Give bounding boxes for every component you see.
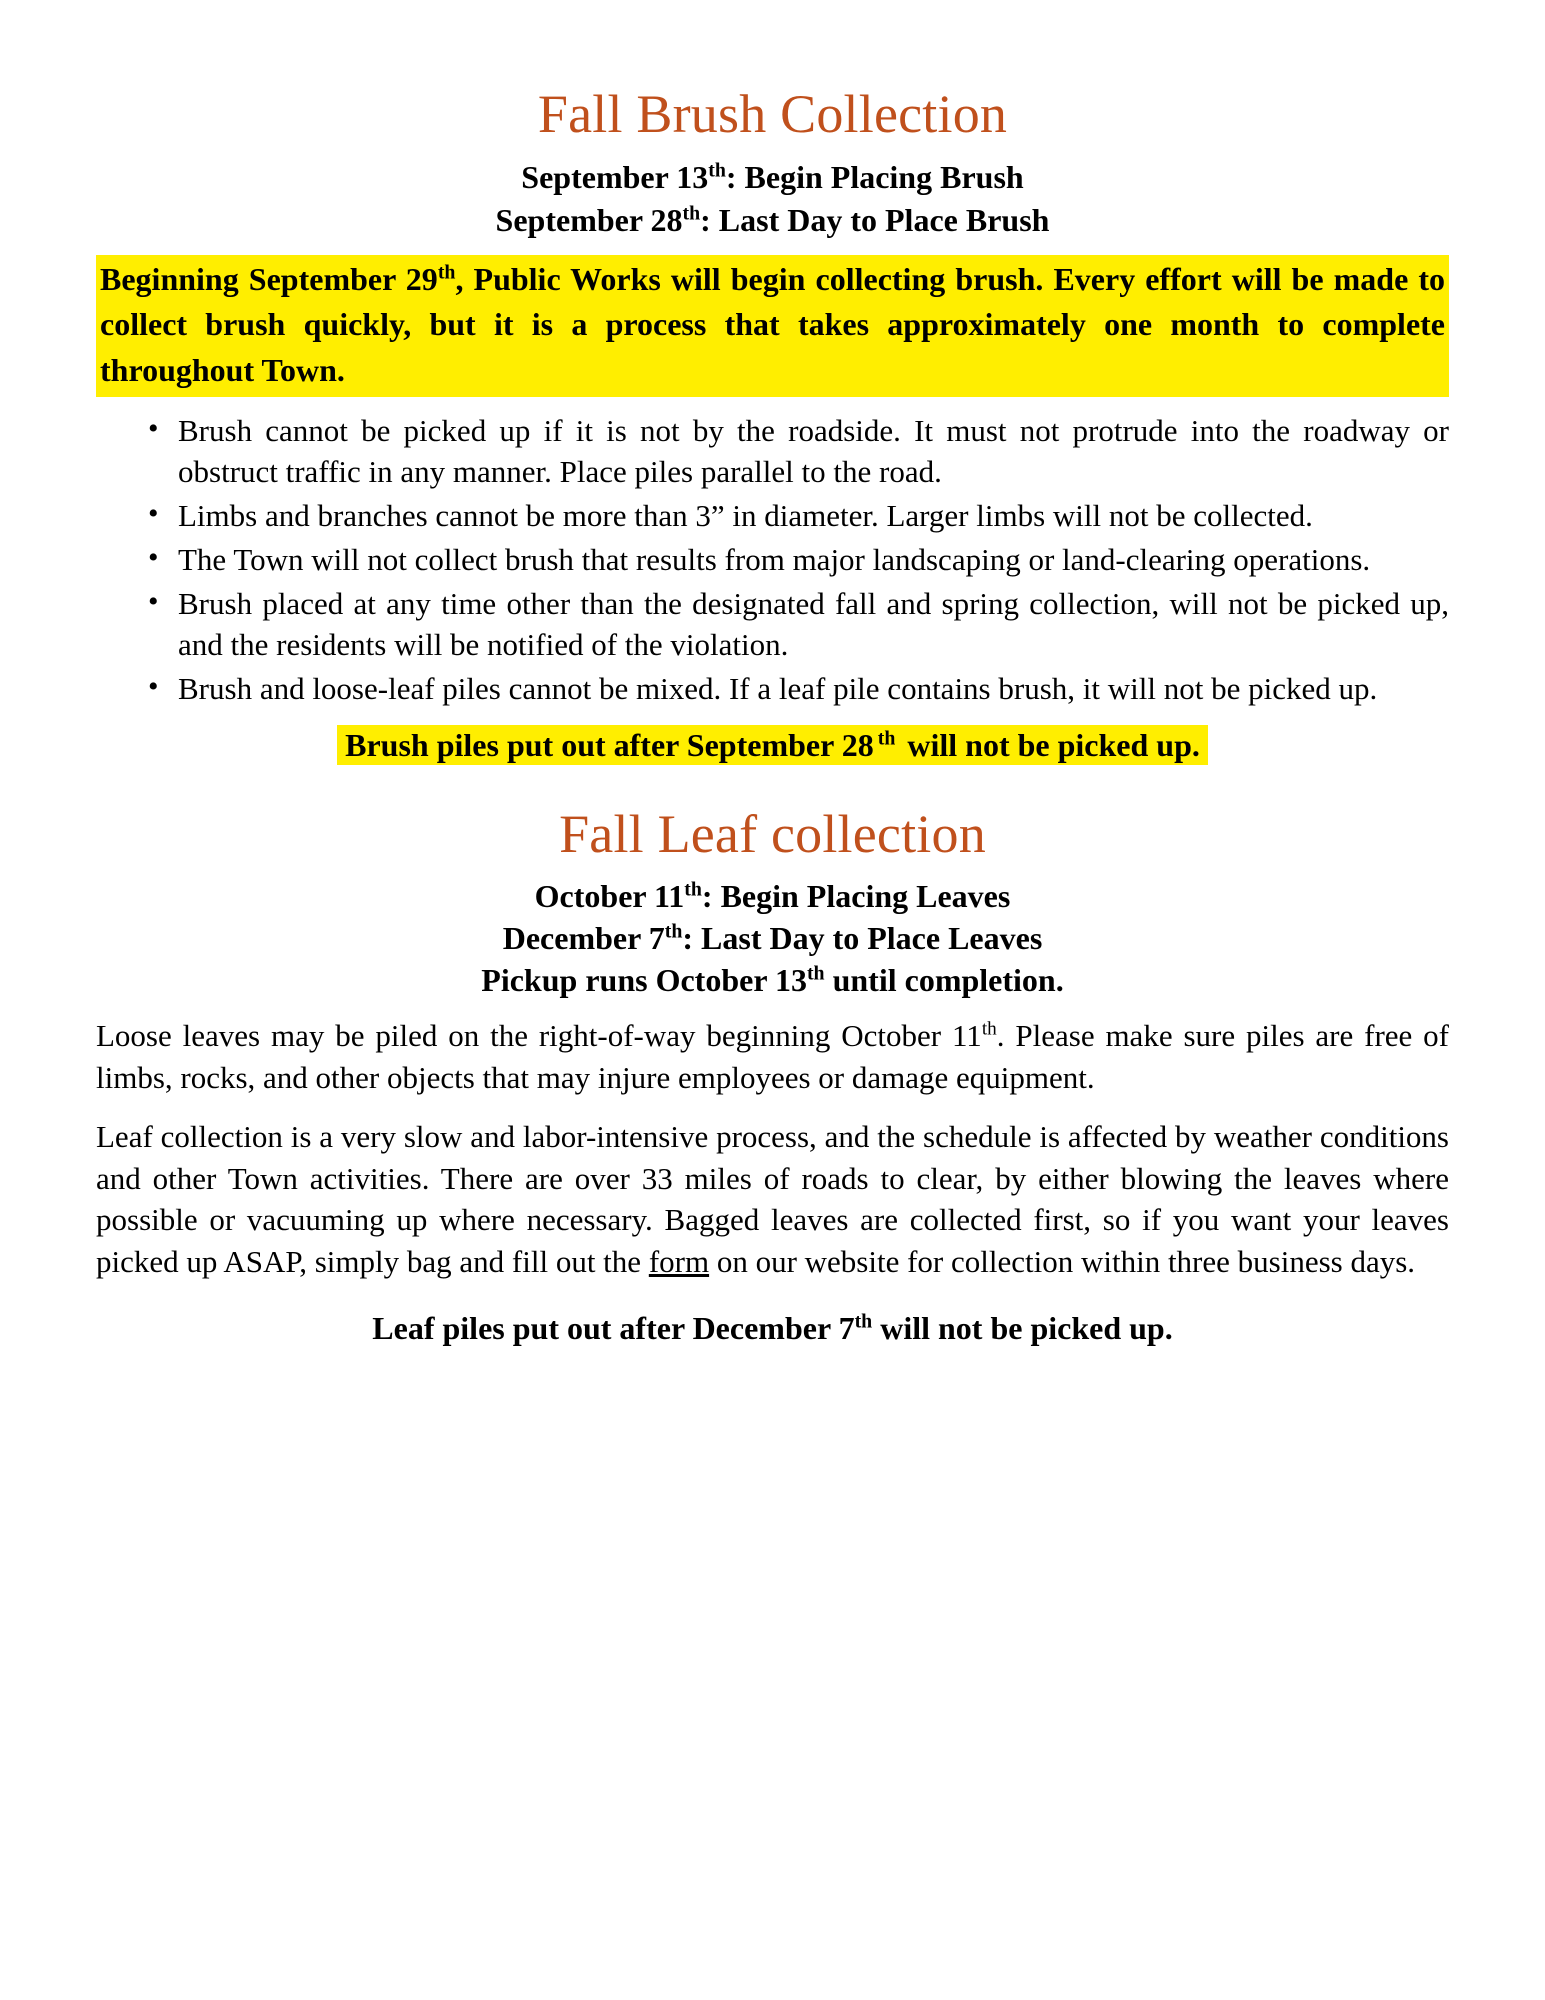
list-item: • Brush placed at any time other than the designated fall and spring collection, will not be picked up, and the residents will be notified of the violation.: [148, 584, 1449, 665]
brush-highlight-post: , Public Works will begin collecting brush. Every effort will be made to collect brush quickly, but it is a process that takes approximately one month to complete throughout Town.: [100, 260, 1446, 388]
leaf-date-3-suffix: until completion.: [824, 962, 1064, 999]
brush-highlight-pre: Beginning September 29: [100, 260, 438, 297]
brush-date-1-ordinal: th: [708, 159, 726, 182]
brush-section-title: Fall Brush Collection: [537, 84, 1008, 144]
brush-dates-block: [96, 156, 1449, 240]
leaf-closing-ordinal: th: [854, 1310, 873, 1333]
brush-date-2-ordinal: th: [682, 202, 701, 225]
leaf-date-3-text: Pickup runs October 13: [481, 962, 807, 999]
list-item: • The Town will not collect brush that results from major landscaping or land-clearing operations.: [148, 540, 1449, 580]
leaf-para-2-text-b: on our website for collection within three business days.: [709, 1243, 1416, 1279]
brush-highlight-paragraph: [96, 255, 1449, 397]
brush-date-1-suffix: : Begin Placing Brush: [725, 159, 1024, 196]
leaf-date-1-suffix: : Begin Placing Leaves: [701, 877, 1011, 914]
leaf-dates-block: [96, 875, 1449, 1002]
brush-warning-ordinal: th: [877, 727, 896, 750]
leaf-date-1-ordinal: th: [684, 877, 702, 900]
leaf-para-1-ordinal: th: [981, 1018, 997, 1040]
leaf-para-2-text-a: Leaf collection is a very slow and labor-intensive process, and the schedule is affected by weather conditions and other Town activities. There are over 33 miles of roads to clear, by either blowing the leaves where possible or vacuuming up where necessary. Bagged leaves are collected first, so if you want your leaves picked up ASAP, simply bag and fill out the: [96, 1119, 1449, 1279]
brush-highlight-ordinal: th: [437, 261, 456, 284]
list-item: • Brush and loose-leaf piles cannot be mixed. If a leaf pile contains brush, it will not be picked up.: [148, 669, 1449, 709]
leaf-para-1-post: . Please make sure piles are free of limbs, rocks, and other objects that may injure employees or damage equipment.: [96, 1018, 1449, 1095]
leaf-date-2-suffix: : Last Day to Place Leaves: [682, 919, 1043, 956]
leaf-closing-post: will not be picked up.: [872, 1310, 1173, 1347]
leaf-paragraph-1: [96, 1015, 1449, 1098]
leaf-date-1-text: October 11: [534, 877, 685, 914]
leaf-date-line-1: [96, 875, 1449, 917]
leaf-date-2-text: December 7: [502, 919, 665, 956]
brush-warning-highlight: [337, 725, 1208, 765]
leaf-date-line-3: [96, 959, 1449, 1001]
brush-rules-list: [96, 411, 1449, 709]
leaf-closing-pre: Leaf piles put out after December 7: [372, 1310, 855, 1347]
brush-date-2-text: September 28: [495, 201, 683, 238]
brush-date-line-2: [96, 199, 1449, 241]
list-item: • Brush cannot be picked up if it is not by the roadside. It must not protrude into the roadway or obstruct traffic in any manner. Place piles parallel to the road.: [148, 411, 1449, 492]
leaf-para-1-pre: Loose leaves may be piled on the right-of-way beginning October 11: [96, 1018, 982, 1054]
leaf-date-line-2: [96, 917, 1449, 959]
form-link[interactable]: form: [648, 1243, 710, 1279]
brush-warning-pre: Brush piles put out after September 28: [341, 725, 878, 765]
leaf-paragraph-2: [96, 1116, 1449, 1282]
brush-warning-line: [96, 723, 1449, 768]
leaf-section-title: Fall Leaf collection: [559, 804, 986, 865]
brush-date-line-1: [96, 156, 1449, 198]
list-item: • Limbs and branches cannot be more than 3” in diameter. Larger limbs will not be collected.: [148, 496, 1449, 536]
leaf-closing-line: [96, 1310, 1449, 1347]
brush-warning-post: will not be picked up.: [895, 725, 1204, 765]
brush-date-1-text: September 13: [521, 159, 709, 196]
leaf-date-2-ordinal: th: [664, 920, 683, 943]
brush-date-2-suffix: : Last Day to Place Brush: [700, 201, 1050, 238]
leaf-date-3-ordinal: th: [806, 962, 825, 985]
